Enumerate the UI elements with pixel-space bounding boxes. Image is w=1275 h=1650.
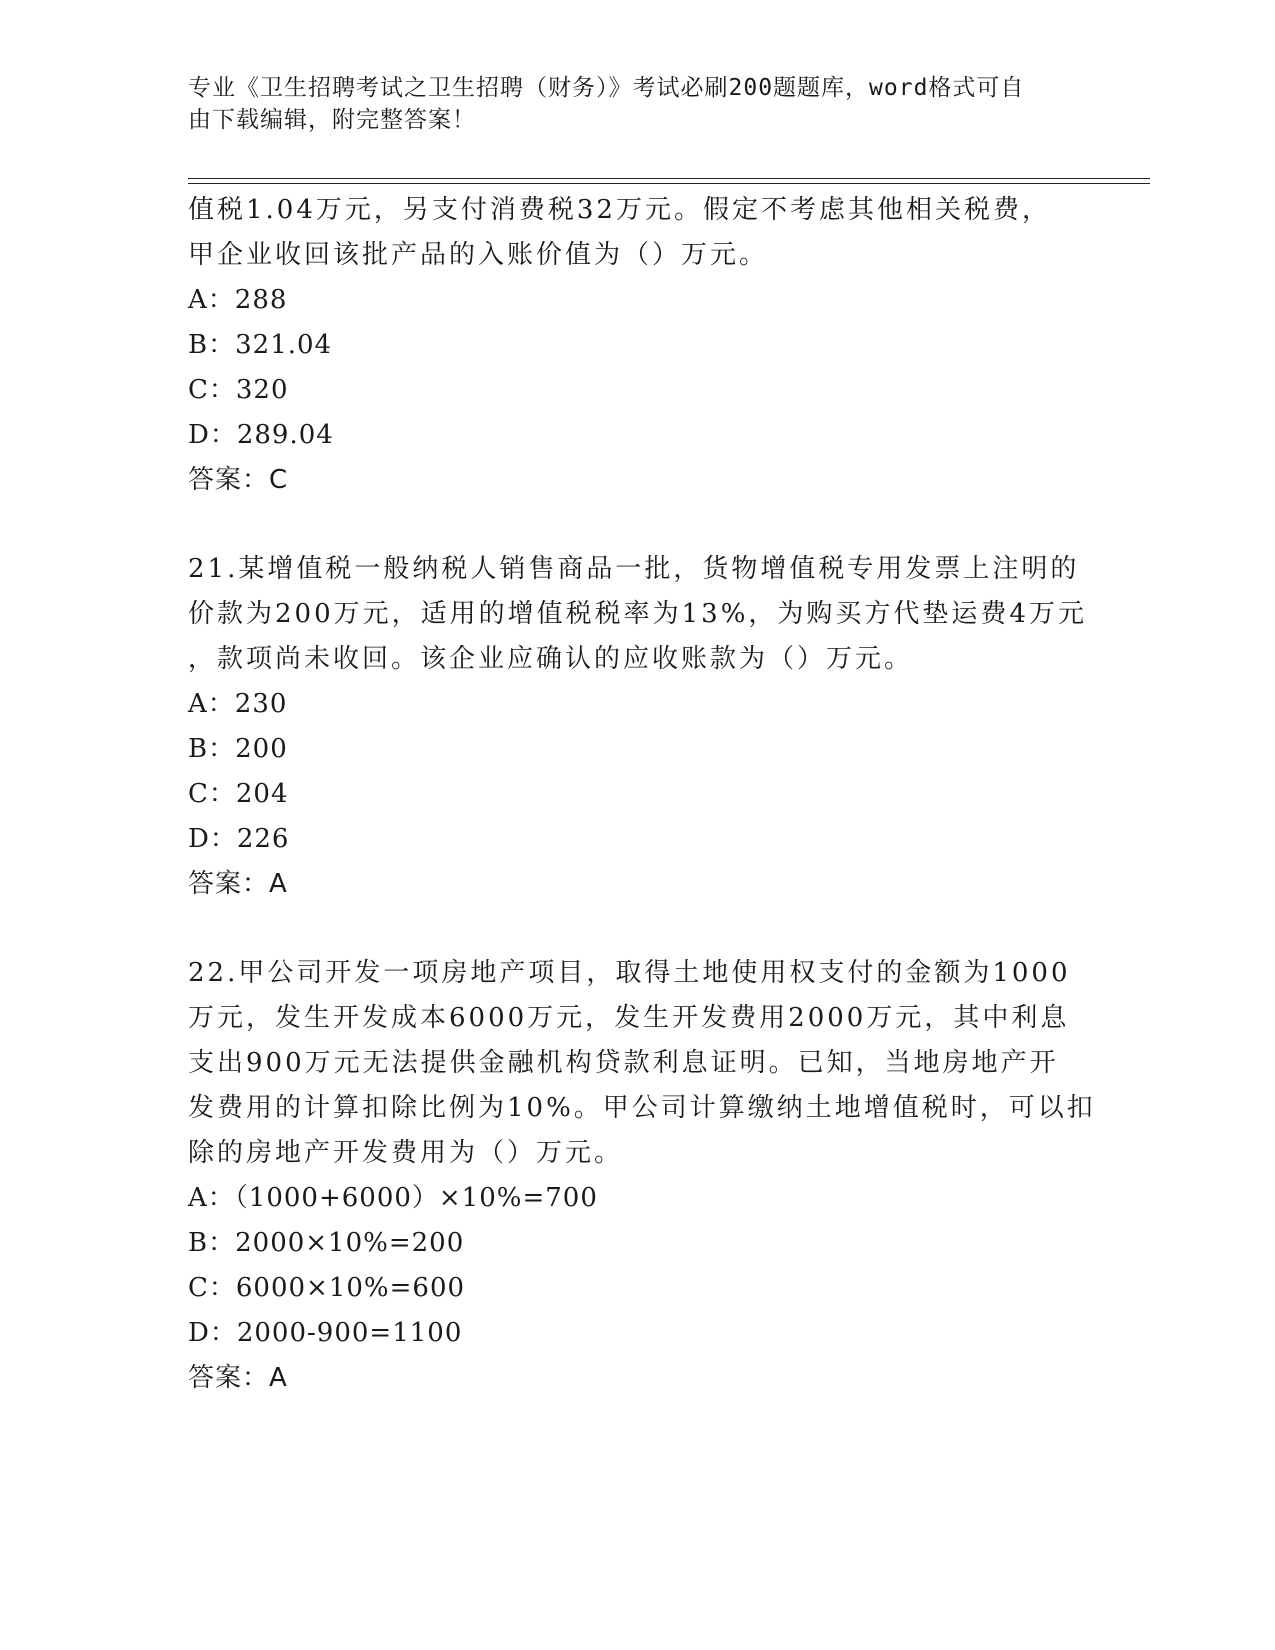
question-text-line: 22.甲公司开发一项房地产项目，取得土地使用权支付的金额为1000 xyxy=(188,958,1071,988)
option-c: C：6000×10%=600 xyxy=(188,1273,466,1303)
spacer xyxy=(188,907,1088,951)
answer-line: 答案：A xyxy=(188,1363,288,1393)
document-header xyxy=(188,72,1068,136)
question-text-line: 支出900万元无法提供金融机构贷款利息证明。已知，当地房地产开 xyxy=(188,1048,1059,1078)
question-text-line: 21.某增值税一般纳税人销售商品一批，货物增值税专用发票上注明的 xyxy=(188,554,1080,584)
option-c: C：204 xyxy=(188,779,289,809)
option-a: A：230 xyxy=(188,689,288,719)
header-line-1: 专业《卫生招聘考试之卫生招聘（财务）》考试必刷200题题库，word格式可自 xyxy=(188,75,1025,101)
question-text-line: 除的房地产开发费用为（）万元。 xyxy=(188,1138,624,1168)
question-text-line: 甲企业收回该批产品的入账价值为（）万元。 xyxy=(188,240,769,270)
question-text-line: 发费用的计算扣除比例为10%。甲公司计算缴纳土地增值税时，可以扣 xyxy=(188,1093,1096,1123)
option-d: D：2000-900=1100 xyxy=(188,1318,463,1348)
option-c: C：320 xyxy=(188,375,289,405)
option-b: B：200 xyxy=(188,734,288,764)
option-a: A：288 xyxy=(188,285,288,315)
header-divider xyxy=(188,178,1150,184)
answer-line: 答案：C xyxy=(188,465,289,495)
question-text-line: ，款项尚未收回。该企业应确认的应收账款为（）万元。 xyxy=(188,644,914,674)
question-text-line: 值税1.04万元，另支付消费税32万元。假定不考虑其他相关税费， xyxy=(188,195,1051,225)
option-d: D：226 xyxy=(188,824,290,854)
question-list xyxy=(188,188,1096,1401)
spacer xyxy=(188,503,1088,547)
header-line-2: 由下载编辑，附完整答案！ xyxy=(188,107,476,133)
option-b: B：2000×10%=200 xyxy=(188,1228,465,1258)
question-block xyxy=(188,547,1088,907)
option-a: A：（1000+6000）×10%=700 xyxy=(188,1183,598,1213)
option-d: D：289.04 xyxy=(188,420,334,450)
question-block xyxy=(188,951,1096,1401)
question-block xyxy=(188,188,1088,503)
option-b: B：321.04 xyxy=(188,330,333,360)
question-text-line: 价款为200万元，适用的增值税税率为13%，为购买方代垫运费4万元 xyxy=(188,599,1087,629)
question-text-line: 万元，发生开发成本6000万元，发生开发费用2000万元，其中利息 xyxy=(188,1003,1070,1033)
answer-line: 答案：A xyxy=(188,869,288,899)
